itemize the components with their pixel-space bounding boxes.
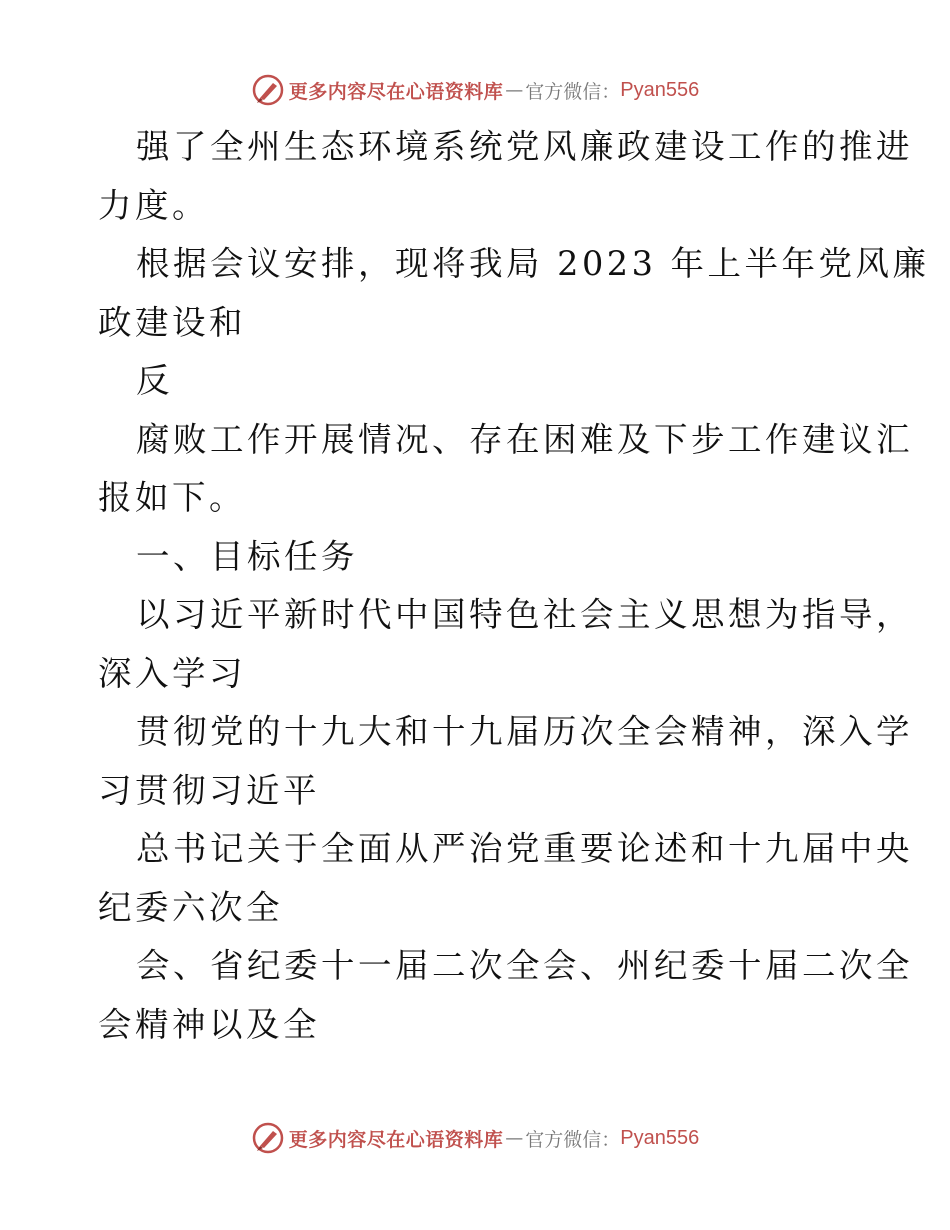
pen-logo-icon xyxy=(251,1121,285,1155)
footer-banner xyxy=(0,1118,950,1158)
text-line: 反 xyxy=(136,361,173,400)
text-line: 会、省纪委十一届二次全会、州纪委十届二次全 xyxy=(136,946,913,985)
header-banner xyxy=(0,70,950,110)
header-dash: — xyxy=(505,79,524,101)
footer-brand: 更多内容尽在心语资料库 xyxy=(288,1128,504,1151)
text-line: 总书记关于全面从严治党重要论述和十九届中央 xyxy=(136,829,913,868)
text-line: 纪委六次全 xyxy=(98,887,283,927)
text-line: 以习近平新时代中国特色社会主义思想为指导， xyxy=(136,595,913,634)
document-body xyxy=(98,118,930,1054)
pen-logo-icon xyxy=(251,73,285,107)
text-line: 深入学习 xyxy=(98,653,246,693)
text-line: 贯彻党的十九大和十九届历次全会精神，深入学 xyxy=(136,712,913,751)
text-line: 习贯彻习近平 xyxy=(98,770,320,810)
header-brand: 更多内容尽在心语资料库 xyxy=(288,80,504,103)
footer-label: 官方微信： xyxy=(525,1128,621,1151)
header-wechat-id: Pyan556 xyxy=(620,78,700,101)
text-line: 力度。 xyxy=(98,185,209,225)
section-heading: 一、目标任务 xyxy=(136,536,358,576)
text-line: 根据会议安排，现将我局 2023 年上半年党风廉 xyxy=(136,244,930,283)
footer-wechat-id: Pyan556 xyxy=(620,1126,700,1149)
text-line: 强了全州生态环境系统党风廉政建设工作的推进 xyxy=(136,127,913,166)
text-line: 政建设和 xyxy=(98,302,246,342)
header-label: 官方微信： xyxy=(525,80,621,103)
text-line: 会精神以及全 xyxy=(98,1004,320,1044)
text-line: 腐败工作开展情况、存在困难及下步工作建议汇 xyxy=(136,419,913,459)
footer-dash: — xyxy=(505,1127,524,1149)
text-line: 报如下。 xyxy=(98,478,246,517)
